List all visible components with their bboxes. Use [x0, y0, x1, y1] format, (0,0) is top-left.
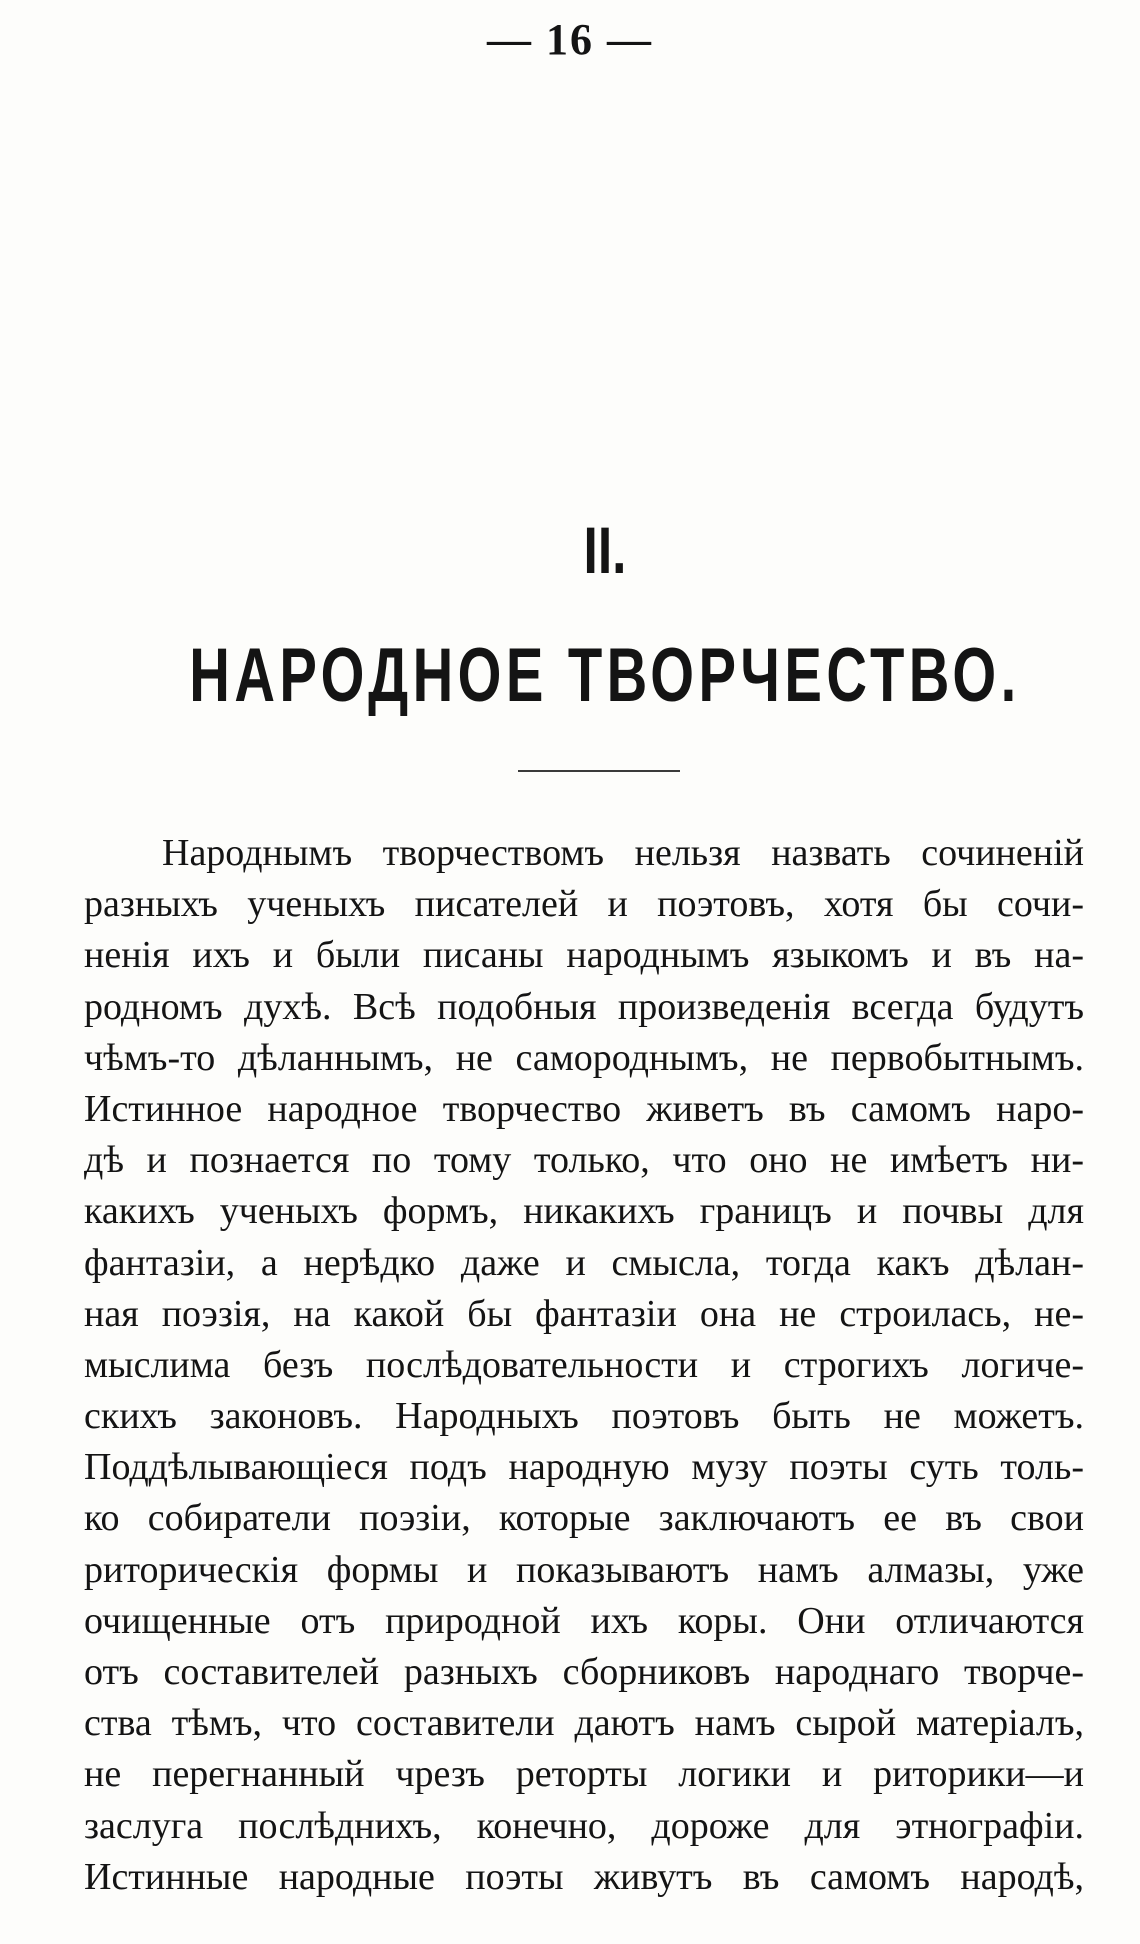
title-divider	[518, 770, 680, 772]
page-number: — 16 —	[487, 15, 653, 64]
text-line: Поддѣлывающіеся подъ народную музу поэты суть толь-	[84, 1446, 1084, 1489]
text-line: ненія ихъ и были писаны народнымъ языкомъ и въ на-	[84, 934, 1084, 977]
text-line: скихъ законовъ. Народныхъ поэтовъ быть не можетъ.	[84, 1395, 1084, 1438]
text-line: не перегнанный чрезъ реторты логики и риторики—и	[84, 1753, 1084, 1796]
text-line: Истинные народные поэты живутъ въ самомъ народѣ,	[84, 1855, 1084, 1898]
text-line: очищенные отъ природной ихъ коры. Они отличаются	[84, 1599, 1084, 1642]
text-line: ная поэзія, на какой бы фантазіи она не строилась, не-	[84, 1292, 1084, 1335]
chapter-number: II.	[583, 513, 627, 587]
text-line: Истинное народное творчество живетъ въ самомъ наро-	[84, 1087, 1084, 1130]
text-line: риторическія формы и показываютъ намъ алмазы, уже	[84, 1548, 1084, 1591]
text-line: отъ составителей разныхъ сборниковъ народнаго творче-	[84, 1651, 1084, 1693]
text-line: дѣ и познается по тому только, что оно не имѣетъ ни-	[84, 1139, 1084, 1182]
text-line: мыслима безъ послѣдовательности и строгихъ логиче-	[84, 1343, 1084, 1386]
text-line: ко собиратели поэзіи, которые заключаютъ ее въ свои	[84, 1497, 1084, 1540]
text-line: родномъ духѣ. Всѣ подобныя произведенія всегда будутъ	[84, 985, 1084, 1028]
text-line: заслуга послѣднихъ, конечно, дороже для этнографіи.	[84, 1804, 1084, 1847]
text-line: ства тѣмъ, что составители даютъ намъ сырой матеріалъ,	[84, 1702, 1084, 1745]
text-line: чѣмъ-то дѣланнымъ, не самороднымъ, не первобытнымъ.	[84, 1036, 1084, 1079]
text-line: фантазіи, а нерѣдко даже и смысла, тогда какъ дѣлан-	[84, 1241, 1084, 1284]
chapter-title: НАРОДНОЕ ТВОРЧЕСТВО.	[189, 633, 1021, 718]
text-line: Народнымъ творчествомъ нельзя назвать сочиненій	[162, 832, 1084, 874]
body-paragraph	[84, 828, 1084, 1903]
text-line: какихъ ученыхъ формъ, никакихъ границъ и почвы для	[84, 1190, 1084, 1233]
text-line: разныхъ ученыхъ писателей и поэтовъ, хотя бы сочи-	[84, 883, 1084, 926]
